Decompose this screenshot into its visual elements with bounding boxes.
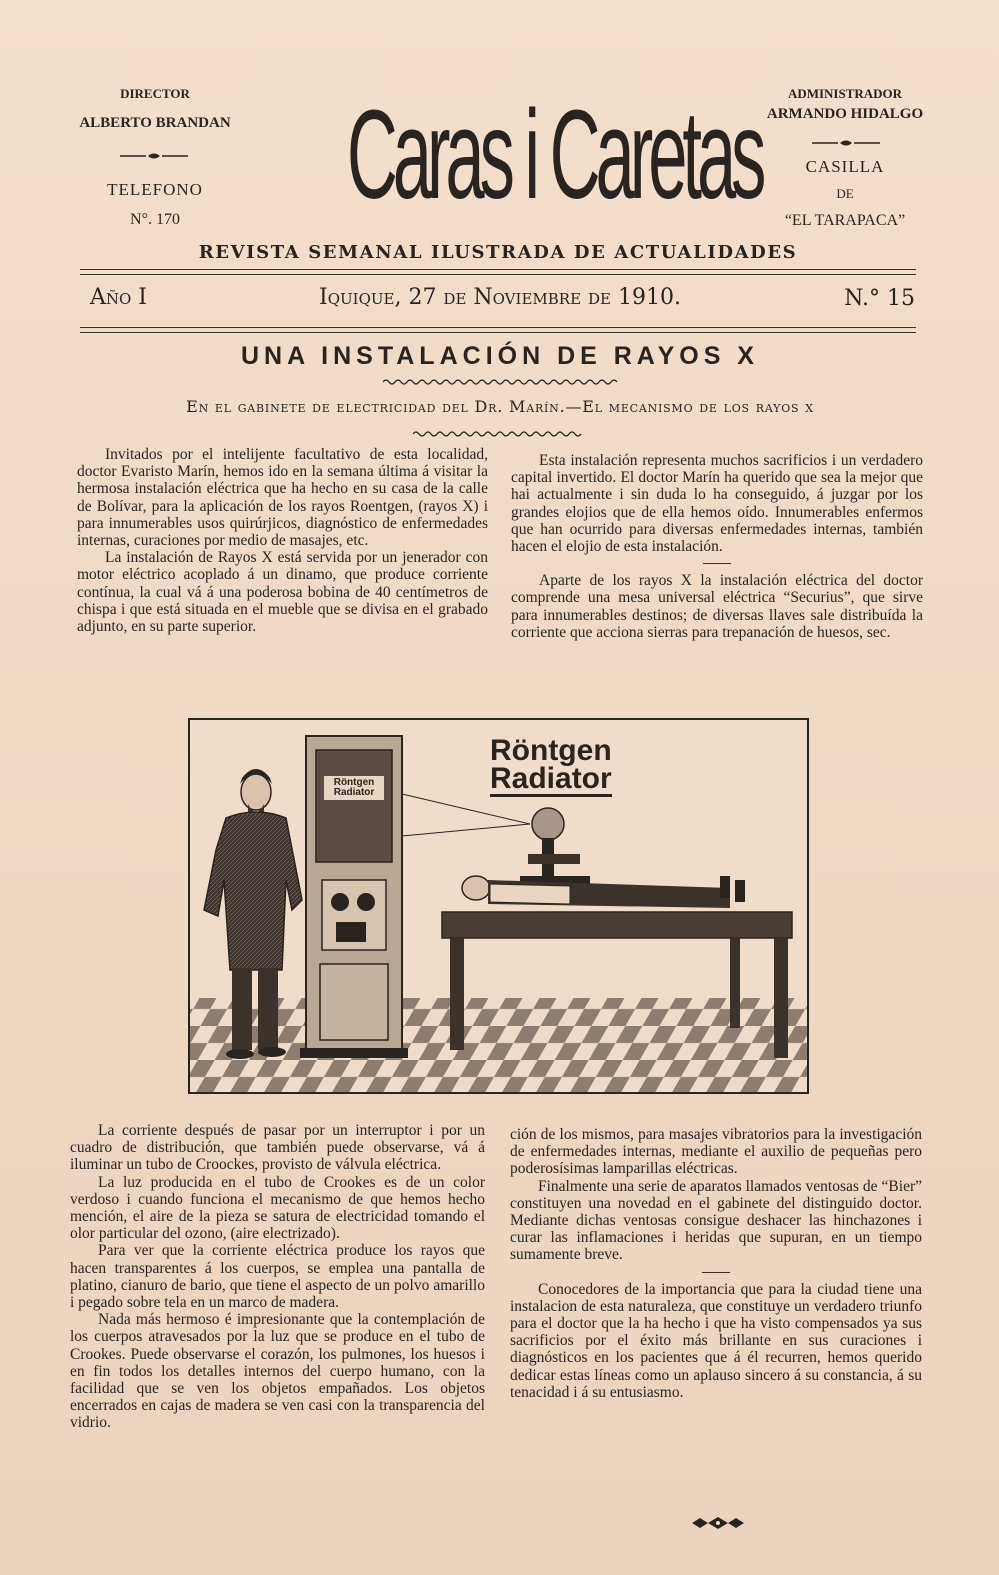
cabinet-label-line2: Radiator xyxy=(333,787,375,798)
admin-label: ADMINISTRADOR xyxy=(787,86,903,101)
paragraph: Para ver que la corriente eléctrica produce los rayos que hacen transparentes á los cuerpos, se emplea una pantalla de platino, cianuro de bario, que tiene el aspecto de un polvo amarillo i pegado sobre tela en un marco de madera. xyxy=(70,1242,485,1312)
xray-illustration xyxy=(188,718,809,1094)
casilla-label: CASILLA xyxy=(805,157,885,176)
wavy-divider xyxy=(413,430,583,438)
paragraph: Esta instalación representa muchos sacrificios i un verdadero capital invertido. El doctor Marín ha querido que sea la mejor que hai actualmente i sin duda lo ha conseguido, á juzgar por los grandes elojios que de ella hemos oído. Innumerables enfermos que han ocurrido para diversas enfermedades internas, también hacen el elojio de esta instalación. xyxy=(511,452,923,556)
column-bottom-right xyxy=(510,1126,922,1401)
rule xyxy=(80,274,916,275)
admin-name: ARMANDO HIDALGO xyxy=(766,106,924,122)
column-top-left xyxy=(77,446,488,635)
article-title: UNA INSTALACIÓN DE RAYOS X xyxy=(240,342,759,370)
paragraph: ción de los mismos, para masajes vibratorios para la investigación de enfermedades internas, mediante el auxilio de pequeñas pero poderosísimas lamparillas eléctricas. xyxy=(510,1126,922,1178)
wavy-divider xyxy=(383,378,619,386)
ornament-divider-left xyxy=(118,150,190,162)
end-ornament-icon xyxy=(688,1516,748,1530)
illustration-sign-line2: Radiator xyxy=(490,762,612,795)
rule xyxy=(80,269,916,270)
issue-place-date: Iquique, 27 de Noviembre de 1910. xyxy=(319,285,681,310)
rule xyxy=(80,327,916,328)
issue-year: Año I xyxy=(90,285,147,310)
paragraph: Finalmente una serie de aparatos llamados ventosas de “Bier” constituyen una novedad en el gabinete del distinguido doctor. Mediante dichas ventosas consigue deshacer las hinchazones i curar las inflamaciones i heridas que supuran, en un tiempo sumamente breve. xyxy=(510,1177,922,1264)
paragraph: Conocedores de la importancia que para la ciudad tiene una instalacion de esta naturaleza, que constituye un verdadero triunfo para el doctor que la ha hecho i que ha visto compensados ya sus sacrificios por el éxito más brillante en sus curaciones i diagnósticos en los pacientes que á él recurren, hemos querido dedicar estas líneas como un aplauso sincero á su constancia, á su tenacidad i á su entusiasmo. xyxy=(510,1280,922,1401)
telefono-number: N°. 170 xyxy=(130,211,180,228)
paragraph: La luz producida en el tubo de Crookes es de un color verdoso i cuando funciona el mecanismo de que hemos hecho mención, el aire de la pieza se satura de electricidad tomando el olor particular del ozono, (aire electrizado). xyxy=(70,1173,485,1243)
short-rule xyxy=(703,563,731,564)
short-rule xyxy=(702,1272,730,1273)
masthead-title: Caras i Caretas xyxy=(346,84,762,225)
column-bottom-left xyxy=(70,1122,485,1432)
illustration-sign-line1: Röntgen xyxy=(490,734,612,767)
paragraph: Nada más hermoso é impresionante que la contemplación de los cuerpos atravesados por la luz que se produce en el tubo de Crookes. Puede observarse el corazón, los pulmones, los huesos i en fin todos los detalles internos del cuerpo humano, con la facilidad que se ven los objetos empañados. Los objetos encerrados en cajas de madera se ven casi con la transparencia del vidrio. xyxy=(70,1311,485,1432)
casilla-de: DE xyxy=(836,186,854,201)
magazine-subtitle: REVISTA SEMANAL ILUSTRADA DE ACTUALIDADES xyxy=(198,242,798,263)
ornament-divider-right xyxy=(810,137,882,149)
cabinet-label-line1: Röntgen xyxy=(333,777,375,788)
paragraph: La instalación de Rayos X está servida por un jenerador con motor eléctrico acoplado á un dinamo, que produce corriente contínua, la cual vá á una poderosa bobina de 40 centímetros de chispa i que está situada en el mueble que se divisa en el grabado adjunto, en su parte superior. xyxy=(77,549,488,636)
paragraph: Aparte de los rayos X la instalación eléctrica del doctor comprende una mesa universal eléctrica “Securius”, que sirve para innumerables destinos; de diversas llaves sale distribuída la corriente que acciona sierras para trepanación de huesos, sec. xyxy=(511,572,923,641)
casilla-name: “EL TARAPACA” xyxy=(784,212,906,229)
rule xyxy=(80,332,916,333)
paragraph: Invitados por el intelijente facultativo de esta localidad, doctor Evaristo Marín, hemos ido en la semana última á visitar la hermosa instalación eléctrica que ha hecho en su casa de la calle de Bolívar, para la aplicación de los rayos Roentgen, (rayos X) i para innumerables usos quirúrjicos, diagnóstico de enfermedades internas, curaciones por medio de masajes, etc. xyxy=(77,446,488,550)
issue-number: N.° 15 xyxy=(844,286,915,311)
paragraph: La corriente después de pasar por un interruptor i por un cuadro de distribución, que también puede observarse, vá á iluminar un tubo de Croockes, provisto de válvula eléctrica. xyxy=(70,1122,485,1174)
column-top-right xyxy=(511,452,923,641)
director-name: ALBERTO BRANDAN xyxy=(79,115,231,131)
telefono-label: TELEFONO xyxy=(107,180,203,199)
director-label: DIRECTOR xyxy=(120,86,190,101)
article-subtitle: En el gabinete de electricidad del Dr. Marín.—El mecanismo de los rayos x xyxy=(186,397,814,416)
